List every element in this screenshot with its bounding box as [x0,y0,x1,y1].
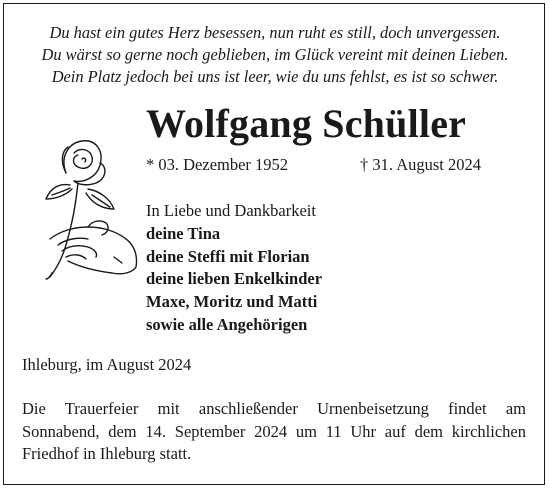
mourner-line: deine Tina [146,223,221,243]
birth-date: * 03. Dezember 1952 [146,155,289,174]
place-date: Ihleburg, im August 2024 [22,355,192,374]
life-dates [146,154,482,176]
funeral-info [22,398,526,466]
rose-in-hand-icon [22,133,142,283]
mourners-intro: In Liebe und Dankbarkeit [146,201,316,220]
deceased-name: Wolfgang Schüller [146,101,467,146]
mourners-list [146,200,322,337]
mourner-line: deine Steffi mit Florian [146,246,310,266]
mourner-line: sowie alle Angehörigen [146,314,308,334]
poem-line-1: Du hast ein gutes Herz besessen, nun ruht es still, doch unvergessen. [49,23,501,42]
funeral-line-2: Sonnabend, dem 14. September 2024 um 11 Uhr auf dem kirchlichen [22,421,526,441]
death-date: † 31. August 2024 [360,155,482,174]
mourner-line: deine lieben Enkelkinder [146,269,323,289]
funeral-line-1: Die Trauerfeier mit anschließender Urnenbeisetzung findet am [22,399,526,418]
poem-line-3: Dein Platz jedoch bei uns ist leer, wie du uns fehlst, es ist so schwer. [51,67,499,86]
poem-line-2: Du wärst so gerne noch geblieben, im Glück vereint mit deinen Lieben. [41,45,509,64]
mourner-line: Maxe, Moritz und Matti [146,292,318,312]
funeral-line-3: Friedhof in Ihleburg statt. [22,444,192,463]
poem [0,22,550,88]
